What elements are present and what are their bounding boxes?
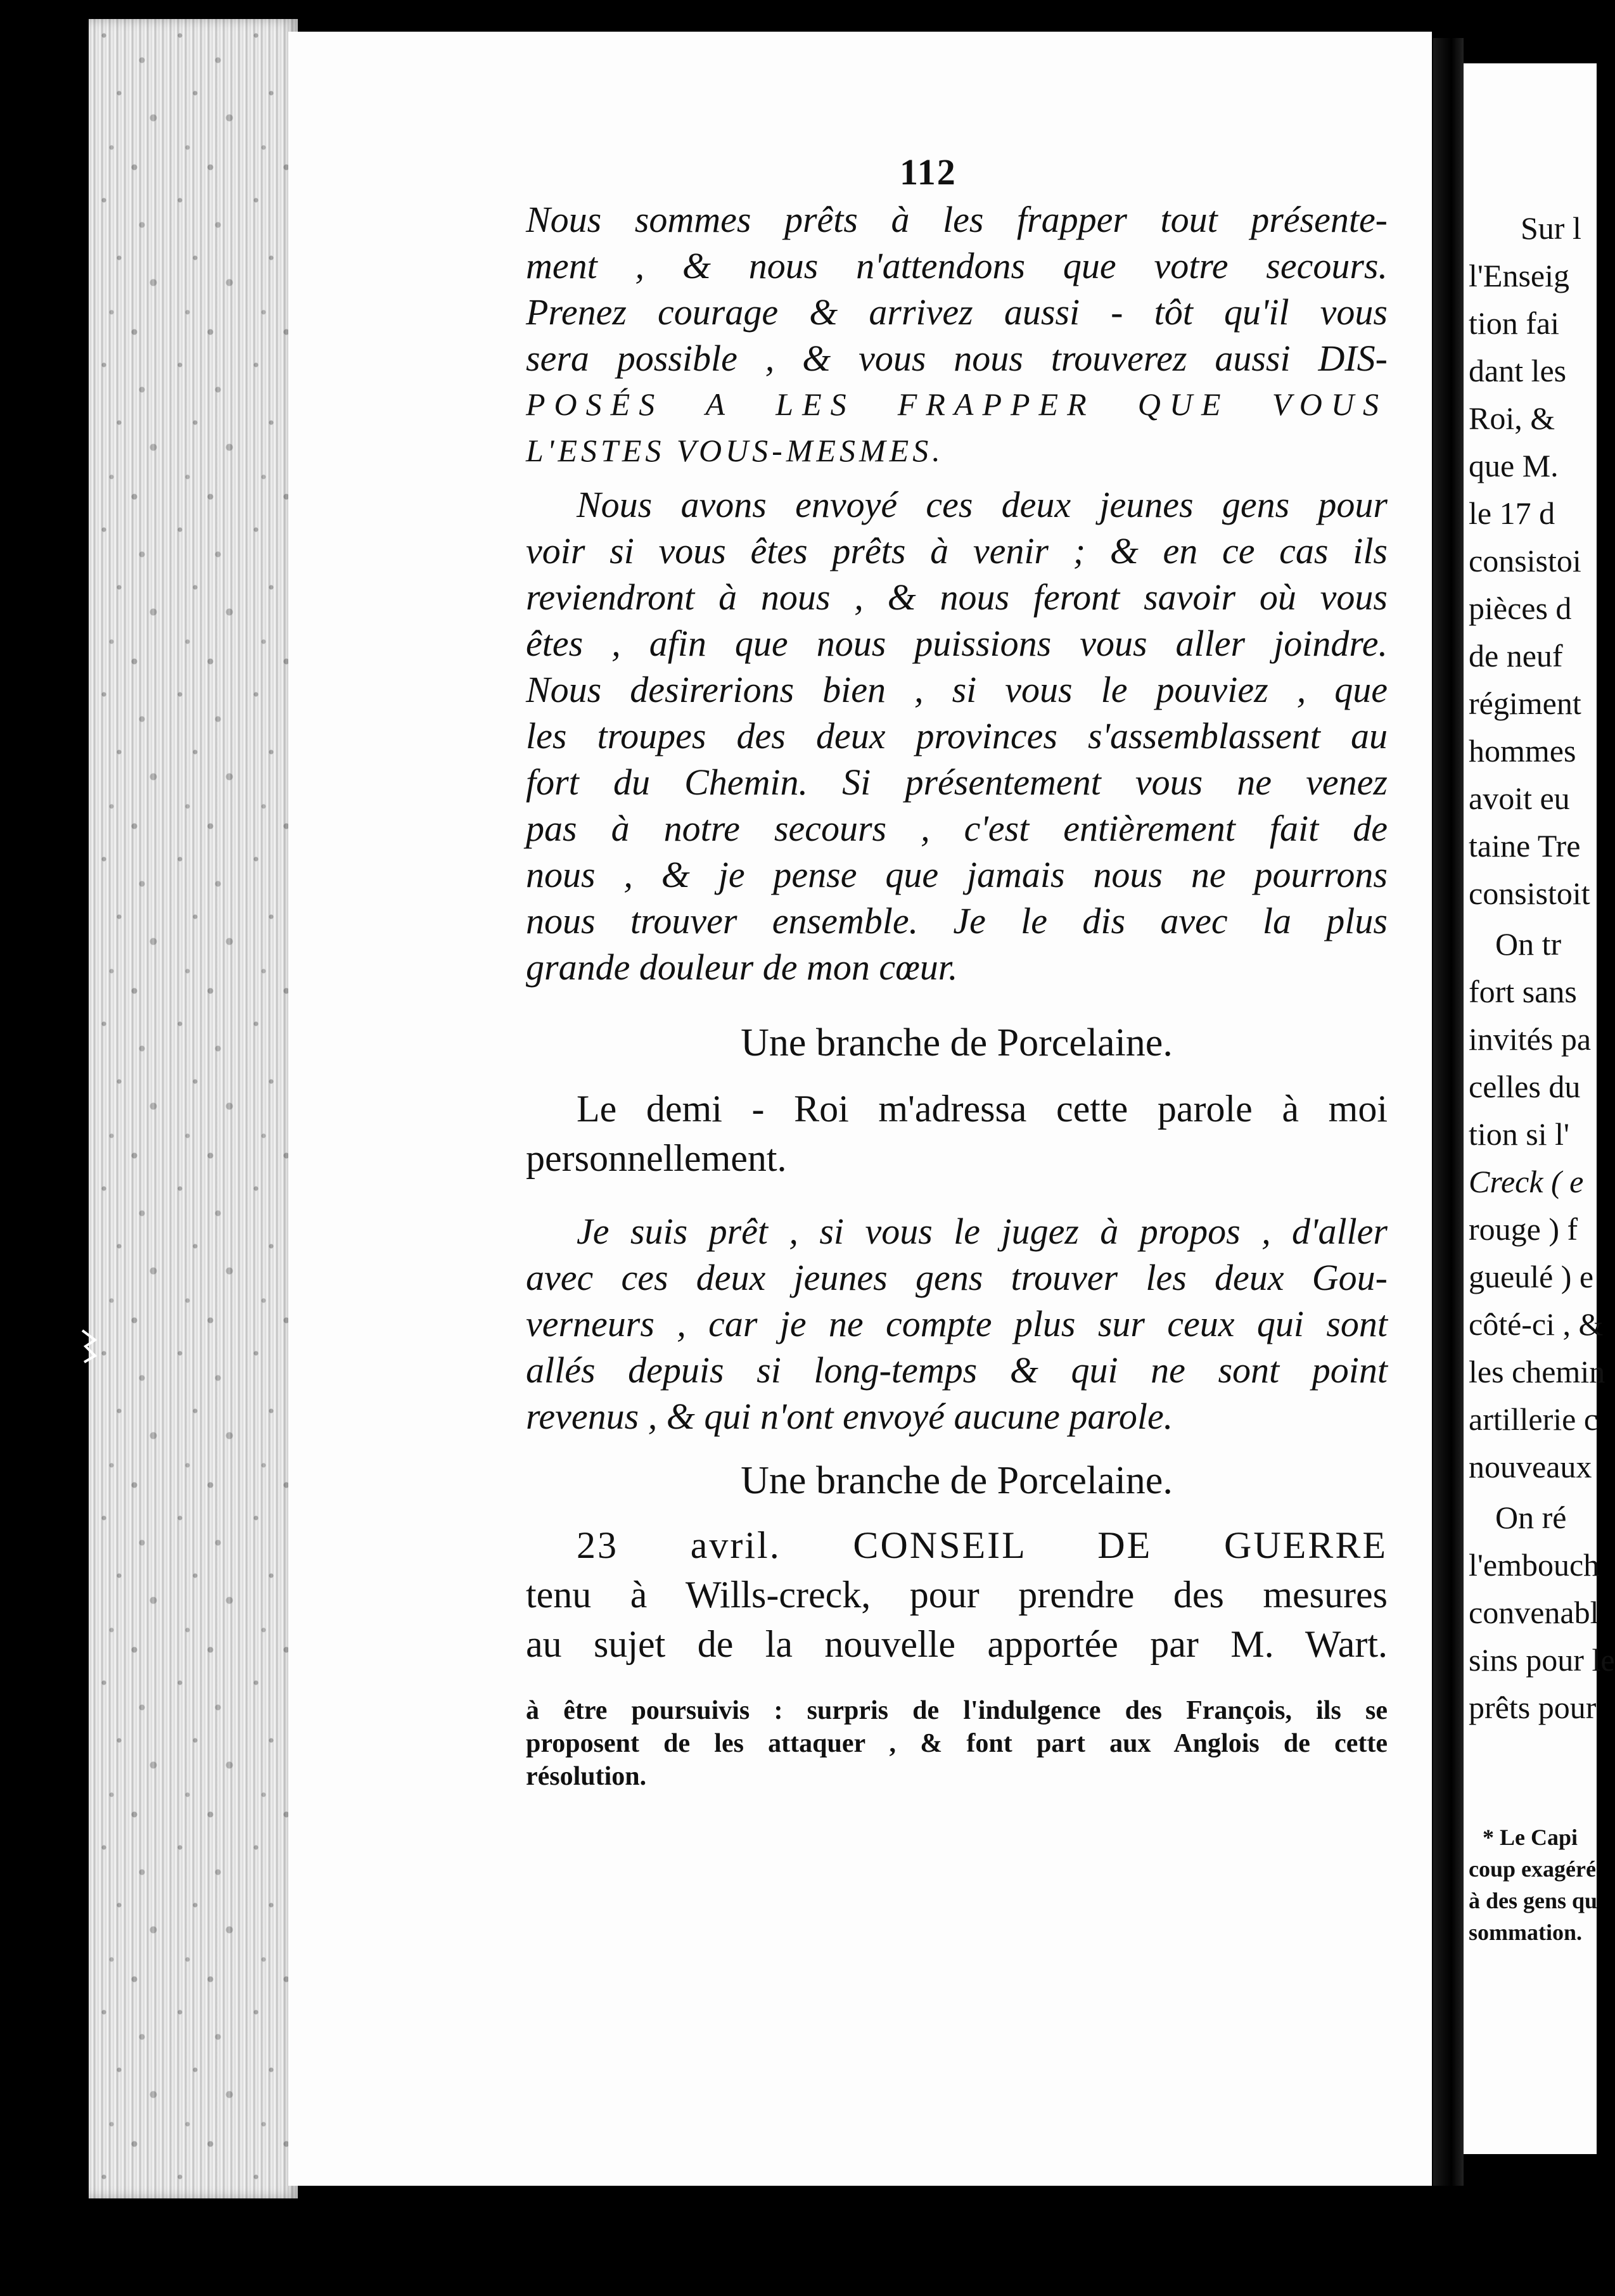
- right-page-footnote-line: coup exagéré: [1469, 1856, 1596, 1882]
- right-page-line: gueulé ) e: [1469, 1259, 1594, 1294]
- right-page-footnote-line: * Le Capi: [1483, 1825, 1578, 1850]
- right-page-line: nouveaux: [1469, 1449, 1592, 1484]
- right-page-line: de neuf: [1469, 638, 1563, 673]
- right-page-line: prêts pour: [1469, 1690, 1597, 1725]
- text-line: 23 avril. CONSEIL DE GUERRE: [577, 1524, 1388, 1566]
- right-page-line: que M.: [1469, 448, 1559, 483]
- text-line: verneurs , car je ne compte plus sur ceux qui sont: [526, 1303, 1388, 1344]
- right-page-line: dant les: [1469, 353, 1567, 388]
- right-page-line: Sur l: [1521, 210, 1581, 246]
- right-page-line: On ré: [1495, 1500, 1567, 1535]
- text-line: allés depuis si long-temps & qui ne sont point: [526, 1349, 1388, 1391]
- text-line: Prenez courage & arrivez aussi - tôt qu'il vous: [526, 291, 1388, 333]
- text-line: L'ESTES VOUS-MESMES.: [526, 433, 944, 468]
- text-line: grande douleur de mon cœur.: [526, 947, 958, 988]
- right-page-line: côté-ci , &: [1469, 1306, 1604, 1342]
- right-page-footnote-line: à des gens qu: [1469, 1888, 1598, 1913]
- paragraph-3: [526, 1084, 1388, 1183]
- paragraph-2: [526, 482, 1388, 990]
- text-line: revenus , & qui n'ont envoyé aucune parole.: [526, 1396, 1173, 1437]
- right-page-line: tion fai: [1469, 305, 1560, 341]
- text-line: Le demi - Roi m'adressa cette parole à moi: [577, 1088, 1388, 1130]
- right-page-line: le 17 d: [1469, 495, 1555, 531]
- page-number: 112: [900, 151, 957, 193]
- text-line: fort du Chemin. Si présentement vous ne venez: [526, 762, 1388, 803]
- text-line: nous trouver ensemble. Je le dis avec la plus: [526, 900, 1388, 941]
- section-heading: Une branche de Porcelaine.: [741, 1459, 1173, 1502]
- right-page-line: les chemin: [1469, 1354, 1605, 1389]
- right-page-line: Creck ( e: [1469, 1164, 1584, 1199]
- right-page-line: invités pa: [1469, 1021, 1592, 1057]
- paragraph-1: [526, 196, 1388, 474]
- text-line: Nous avons envoyé ces deux jeunes gens pour: [577, 484, 1388, 525]
- right-page-line: taine Tre: [1469, 828, 1581, 864]
- left-page-text: [526, 196, 1388, 1793]
- text-line: les troupes des deux provinces s'assemblassent au: [526, 715, 1388, 756]
- right-page-line: l'embouch: [1469, 1547, 1600, 1583]
- right-page-line: rouge ) f: [1469, 1211, 1578, 1247]
- footnote-line: résolution.: [526, 1762, 647, 1791]
- text-line: personnellement.: [526, 1137, 787, 1179]
- text-line: reviendront à nous , & nous feront savoir où vous: [526, 577, 1388, 618]
- right-page-line: artillerie c: [1469, 1401, 1599, 1437]
- text-line: POSÉS A LES FRAPPER QUE VOUS: [526, 386, 1388, 422]
- right-page-footnote-line: sommation.: [1469, 1920, 1582, 1945]
- footnote-line: à être poursuivis : surpris de l'indulgence des François, ils se: [526, 1696, 1388, 1725]
- binding-clip-icon: [79, 1327, 98, 1365]
- text-line: Nous desirerions bien , si vous le pouviez , que: [526, 669, 1388, 710]
- right-page-line: tion si l': [1469, 1116, 1570, 1152]
- right-page-line: pièces d: [1469, 590, 1572, 626]
- right-page-line: sins pour le: [1469, 1642, 1615, 1678]
- text-line: Je suis prêt , si vous le jugez à propos , d'aller: [577, 1211, 1388, 1252]
- paragraph-5: [526, 1521, 1388, 1669]
- footnote: [526, 1694, 1388, 1793]
- right-page-line: fort sans: [1469, 974, 1577, 1009]
- text-line: avec ces deux jeunes gens trouver les deux Gou-: [526, 1257, 1388, 1298]
- section-heading: Une branche de Porcelaine.: [741, 1021, 1173, 1064]
- text-line: sera possible , & vous nous trouverez aussi DIS-: [526, 338, 1388, 379]
- right-page-line: consistoi: [1469, 543, 1581, 578]
- right-page-line: l'Enseig: [1469, 258, 1569, 293]
- text-line: tenu à Wills-creck, pour prendre des mesures: [526, 1574, 1388, 1616]
- right-page-line: hommes: [1469, 733, 1576, 769]
- right-page-line: consistoit: [1469, 876, 1590, 911]
- right-page-line: convenabl: [1469, 1595, 1599, 1630]
- text-line: au sujet de la nouvelle apportée par M. Wart.: [526, 1623, 1388, 1665]
- book-gutter: [1433, 38, 1464, 2186]
- text-line: pas à notre secours , c'est entièrement fait de: [526, 808, 1388, 849]
- book-page-edges: [89, 19, 298, 2198]
- right-page-line: celles du: [1469, 1069, 1581, 1104]
- text-line: Nous sommes prêts à les frapper tout présente-: [526, 199, 1388, 240]
- text-line: ment , & nous n'attendons que votre secours.: [526, 245, 1388, 286]
- text-line: êtes , afin que nous puissions vous aller joindre.: [526, 623, 1388, 664]
- text-line: voir si vous êtes prêts à venir ; & en ce cas ils: [526, 530, 1388, 571]
- footnote-line: proposent de les attaquer , & font part aux Anglois de cette: [526, 1729, 1388, 1758]
- right-page-line: avoit eu: [1469, 781, 1570, 816]
- paragraph-4: [526, 1208, 1388, 1439]
- right-page-line: On tr: [1495, 926, 1562, 962]
- right-page-line: régiment: [1469, 686, 1581, 721]
- text-line: nous , & je pense que jamais nous ne pourrons: [526, 854, 1388, 895]
- right-page-line: Roi, &: [1469, 400, 1555, 436]
